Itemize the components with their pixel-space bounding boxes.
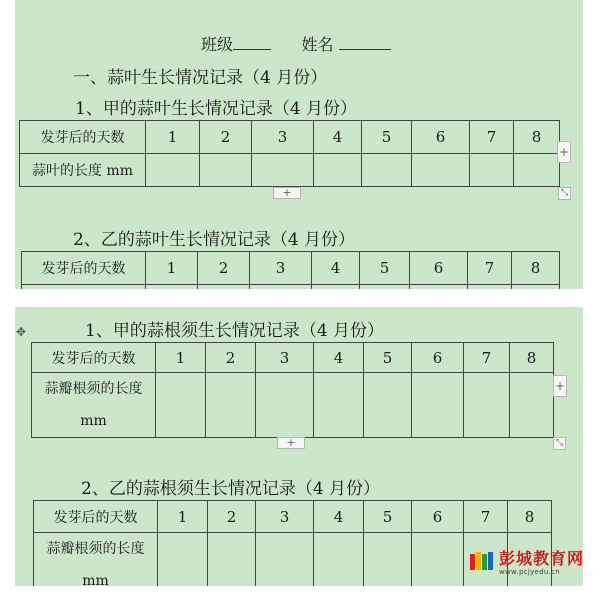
- value-cell[interactable]: [362, 154, 412, 187]
- day-cell[interactable]: 2: [206, 343, 256, 373]
- day-cell[interactable]: 8: [512, 252, 560, 285]
- watermark-url: www.pcjyedu.cn: [498, 568, 561, 576]
- row-label-root-length: [32, 373, 156, 438]
- value-cell[interactable]: [252, 154, 314, 187]
- day-cell[interactable]: 3: [256, 343, 314, 373]
- day-cell[interactable]: 5: [364, 501, 412, 533]
- root-length-label: 蒜瓣根须的长度: [44, 381, 143, 397]
- value-cell[interactable]: [156, 373, 206, 438]
- row-label-leaf-length: 蒜叶的长度 mm: [20, 154, 146, 187]
- document-page-top: [15, 0, 583, 289]
- root-a-table: [31, 342, 554, 438]
- day-cell[interactable]: 7: [464, 501, 508, 533]
- watermark: [469, 550, 584, 578]
- root-length-label: 蒜瓣根须的长度: [46, 541, 145, 557]
- value-cell[interactable]: [470, 154, 514, 187]
- value-cell[interactable]: [314, 533, 364, 587]
- value-cell[interactable]: [364, 373, 412, 438]
- day-cell[interactable]: 3: [256, 501, 314, 533]
- value-cell[interactable]: [412, 533, 464, 587]
- value-cell[interactable]: [200, 154, 252, 187]
- value-cell[interactable]: [198, 285, 250, 290]
- value-cell[interactable]: [510, 373, 554, 438]
- day-cell[interactable]: 4: [312, 252, 360, 285]
- table-row: [34, 501, 552, 533]
- value-cell[interactable]: [314, 154, 362, 187]
- add-row-button[interactable]: +: [277, 437, 305, 449]
- day-cell[interactable]: 3: [250, 252, 312, 285]
- value-cell[interactable]: [512, 285, 560, 290]
- add-column-button[interactable]: +: [553, 375, 567, 397]
- watermark-text: 彭城教育网: [498, 549, 584, 568]
- add-column-button[interactable]: +: [557, 141, 571, 163]
- value-cell[interactable]: [312, 285, 360, 290]
- value-cell[interactable]: [158, 533, 208, 587]
- day-cell[interactable]: 5: [360, 252, 410, 285]
- add-row-button[interactable]: +: [273, 187, 301, 199]
- table-row: [20, 121, 560, 154]
- day-cell[interactable]: 1: [158, 501, 208, 533]
- class-blank[interactable]: [233, 35, 271, 50]
- day-cell[interactable]: 1: [156, 343, 206, 373]
- section-title: 一、蒜叶生长情况记录（4 月份）: [73, 68, 328, 88]
- day-cell[interactable]: 7: [464, 343, 510, 373]
- day-cell[interactable]: 7: [470, 121, 514, 154]
- value-cell[interactable]: [514, 154, 560, 187]
- table-row: [22, 252, 560, 285]
- day-cell[interactable]: 6: [412, 501, 464, 533]
- day-cell[interactable]: 7: [468, 252, 512, 285]
- value-cell[interactable]: [468, 285, 512, 290]
- table-resize-handle[interactable]: ⤡: [558, 187, 571, 200]
- value-cell[interactable]: [206, 373, 256, 438]
- leaf-b-title: 2、乙的蒜叶生长情况记录（4 月份）: [73, 230, 356, 250]
- class-name-header: [201, 32, 391, 55]
- table-row: [32, 343, 554, 373]
- name-blank[interactable]: [339, 35, 391, 50]
- day-cell[interactable]: 2: [198, 252, 250, 285]
- value-cell[interactable]: [410, 285, 468, 290]
- row-label-root-length: [34, 533, 158, 587]
- table-resize-handle[interactable]: ⤡: [553, 437, 566, 450]
- row-label-days: 发芽后的天数: [20, 121, 146, 154]
- value-cell[interactable]: [256, 373, 314, 438]
- leaf-a-table: [19, 120, 560, 187]
- unit-label: mm: [80, 413, 107, 429]
- row-label-days: 发芽后的天数: [22, 252, 146, 285]
- day-cell[interactable]: 8: [510, 343, 554, 373]
- book-logo-icon: [469, 550, 495, 572]
- value-cell[interactable]: [146, 285, 198, 290]
- value-cell[interactable]: [146, 154, 200, 187]
- value-cell[interactable]: [22, 285, 146, 290]
- root-a-title: 1、甲的蒜根须生长情况记录（4 月份）: [85, 321, 385, 341]
- value-cell[interactable]: [360, 285, 410, 290]
- value-cell[interactable]: [364, 533, 412, 587]
- table-row: [32, 373, 554, 438]
- day-cell[interactable]: 2: [200, 121, 252, 154]
- value-cell[interactable]: [256, 533, 314, 587]
- day-cell[interactable]: 2: [208, 501, 256, 533]
- day-cell[interactable]: 8: [508, 501, 552, 533]
- class-label: 班级: [201, 35, 234, 54]
- row-label-days: 发芽后的天数: [34, 501, 158, 533]
- value-cell[interactable]: [314, 373, 364, 438]
- table-move-icon[interactable]: ✥: [16, 325, 27, 339]
- value-cell[interactable]: [250, 285, 312, 290]
- value-cell[interactable]: [464, 373, 510, 438]
- day-cell[interactable]: 5: [364, 343, 412, 373]
- leaf-a-title: 1、甲的蒜叶生长情况记录（4 月份）: [75, 99, 358, 119]
- leaf-b-table: [21, 251, 560, 289]
- value-cell[interactable]: [412, 154, 470, 187]
- document-page-bottom: [15, 307, 583, 586]
- day-cell[interactable]: 4: [314, 343, 364, 373]
- day-cell[interactable]: 1: [146, 252, 198, 285]
- day-cell[interactable]: 6: [412, 121, 470, 154]
- day-cell[interactable]: 8: [514, 121, 560, 154]
- value-cell[interactable]: [208, 533, 256, 587]
- value-cell[interactable]: [412, 373, 464, 438]
- table-row: [20, 154, 560, 187]
- day-cell[interactable]: 4: [314, 501, 364, 533]
- table-row: [22, 285, 560, 290]
- day-cell[interactable]: 1: [146, 121, 200, 154]
- day-cell[interactable]: 6: [412, 343, 464, 373]
- root-b-title: 2、乙的蒜根须生长情况记录（4 月份）: [81, 479, 381, 499]
- day-cell[interactable]: 3: [252, 121, 314, 154]
- day-cell[interactable]: 5: [362, 121, 412, 154]
- unit-label: mm: [82, 573, 109, 586]
- name-label: 姓名: [301, 35, 334, 54]
- day-cell[interactable]: 6: [410, 252, 468, 285]
- day-cell[interactable]: 4: [314, 121, 362, 154]
- row-label-days: 发芽后的天数: [32, 343, 156, 373]
